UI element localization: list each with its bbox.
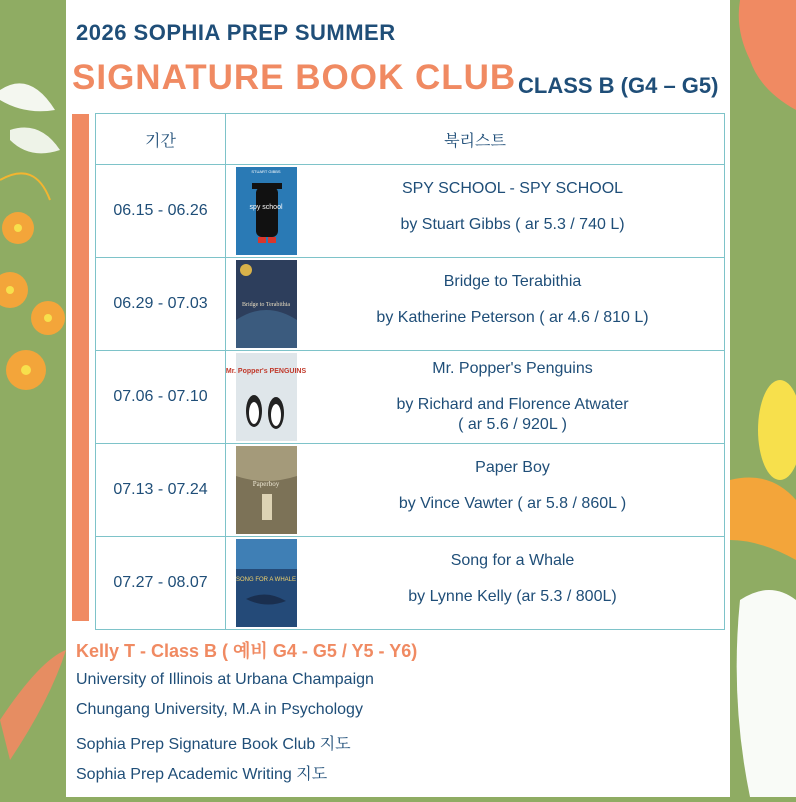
book-author: by Stuart Gibbs ( ar 5.3 / 740 L) (400, 216, 625, 233)
left-decoration-panel (0, 0, 66, 797)
period-cell: 07.06 - 07.10 (96, 351, 226, 444)
table-row (96, 537, 725, 630)
period-cell: 06.29 - 07.03 (96, 258, 226, 351)
book-cover-mr-poppers-penguins (225, 353, 307, 441)
book-cell (226, 351, 725, 444)
table-row (96, 351, 725, 444)
book-cell (226, 165, 725, 258)
header-main-title: SIGNATURE BOOK CLUB (72, 58, 517, 97)
book-cover-bridge-to-terabithia (236, 260, 297, 348)
cover-title-text: SONG FOR A WHALE (235, 577, 297, 583)
book-author-extra: ( ar 5.6 / 920L ) (458, 416, 567, 433)
book-title: Bridge to Terabithia (443, 273, 582, 290)
table-header-row (96, 114, 725, 165)
book-title: Mr. Popper's Penguins (432, 360, 593, 377)
book-author: by Katherine Peterson ( ar 4.6 / 810 L) (376, 309, 649, 326)
teacher-info (76, 637, 417, 791)
right-decoration-panel (730, 0, 796, 797)
table-row (96, 165, 725, 258)
book-cover-paperboy (236, 446, 297, 534)
accent-side-bar (72, 114, 89, 621)
teacher-credential: Sophia Prep Signature Book Club 지도 (76, 736, 351, 753)
book-list-table (95, 113, 725, 630)
book-cover-song-for-a-whale (236, 539, 297, 627)
teacher-credential: Chungang University, M.A in Psychology (76, 701, 363, 718)
book-title: Song for a Whale (450, 552, 575, 569)
leaf-fruit-decoration (730, 0, 796, 797)
period-column-header: 기간 (96, 114, 226, 165)
book-author: by Richard and Florence Atwater (396, 396, 629, 413)
teacher-credential: Sophia Prep Academic Writing 지도 (76, 766, 328, 783)
booklist-column-header: 북리스트 (226, 114, 725, 165)
table-row (96, 258, 725, 351)
book-cell (226, 537, 725, 630)
period-cell: 07.27 - 08.07 (96, 537, 226, 630)
book-author: by Lynne Kelly (ar 5.3 / 800L) (408, 588, 617, 605)
header-class-title: CLASS B (G4 – G5) (518, 73, 719, 98)
cover-title-text: Paperboy (252, 480, 280, 488)
book-title: SPY SCHOOL - SPY SCHOOL (401, 180, 624, 197)
cover-title-text: Mr. Popper's PENGUINS (225, 368, 307, 375)
teacher-credential: University of Illinois at Urbana Champaign (76, 671, 374, 688)
teacher-heading: Kelly T - Class B ( 예비 G4 - G5 / Y5 - Y6) (76, 641, 418, 661)
period-cell: 06.15 - 06.26 (96, 165, 226, 258)
period-cell: 07.13 - 07.24 (96, 444, 226, 537)
cover-title-text: spy school (249, 204, 283, 211)
cover-author-text: STUART GIBBS (251, 169, 281, 174)
cover-title-text: Bridge to Terabithia (241, 302, 291, 308)
book-cover-spy-school (236, 167, 297, 255)
book-cell (226, 444, 725, 537)
leaf-flower-decoration (0, 0, 66, 797)
book-title: Paper Boy (475, 459, 550, 476)
book-author: by Vince Vawter ( ar 5.8 / 860L ) (398, 495, 627, 512)
table-row (96, 444, 725, 537)
book-cell (226, 258, 725, 351)
header-year-title: 2026 SOPHIA PREP SUMMER (76, 20, 396, 45)
